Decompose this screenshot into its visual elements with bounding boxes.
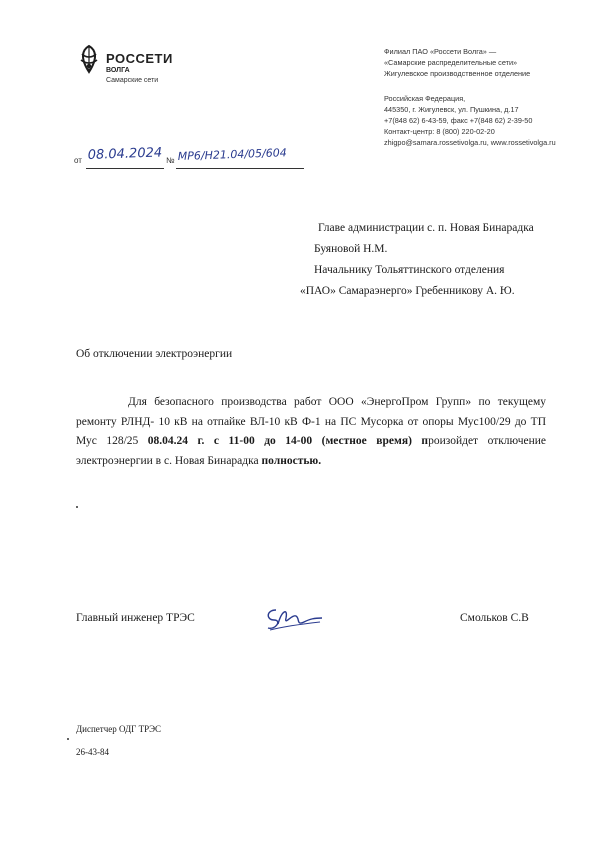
date-handwritten: 08.04.2024 xyxy=(87,145,163,163)
addressee-line3: Начальнику Тольяттинского отделения xyxy=(314,264,505,276)
logo-division: ВОЛГА xyxy=(106,67,130,74)
letter-body xyxy=(76,393,546,471)
addressee-line2: Буяновой Н.М. xyxy=(314,243,388,255)
handwritten-signature xyxy=(262,604,326,636)
signatory-title: Главный инженер ТРЭС xyxy=(76,612,195,624)
dispatcher-phone: 26-43-84 xyxy=(76,747,109,757)
org-phones: +7(848 62) 6-43-59, факс +7(848 62) 2-39-50 xyxy=(384,116,533,125)
registration-line xyxy=(74,145,314,172)
logo-branch: Самарские сети xyxy=(106,77,159,84)
number-label: № xyxy=(166,156,175,165)
letter-subject: Об отключении электроэнергии xyxy=(76,348,233,360)
dispatcher-title: Диспетчер ОДГ ТРЭС xyxy=(76,724,162,734)
addressee-block xyxy=(300,218,560,302)
stray-mark xyxy=(76,506,78,508)
org-line3: Жигулевское производственное отделение xyxy=(384,69,531,78)
logo-brand: РОССЕТИ xyxy=(106,51,173,66)
org-contact-center: Контакт-центр: 8 (800) 220-02-20 xyxy=(384,127,495,136)
body-part1: Для безопасного производства работ ООО «ЭнергоПром Групп» по текущему ремонту РЛНД- 10 кВ на отпайке ВЛ-10 кВ Ф-1 на ПС Мусорка от опоры Мус100/29 до ТП Мус 128/25 xyxy=(76,396,546,447)
organization-details xyxy=(384,46,584,148)
rosseti-logo-icon xyxy=(76,44,102,74)
body-part2: роизойдет отключение электроэнергии в с. Новая Бинарадка xyxy=(76,435,547,467)
org-email-web: zhigpo@samara.rossetivolga.ru, www.rossetivolga.ru xyxy=(384,138,556,147)
addressee-line1: Главе администрации с. п. Новая Бинарадка xyxy=(318,222,534,234)
number-handwritten: МР6/Н21.04/05/604 xyxy=(177,146,287,163)
org-address: 445350, г. Жигулевск, ул. Пушкина, д.17 xyxy=(384,105,519,114)
org-line2: «Самарские распределительные сети» xyxy=(384,58,518,67)
company-logo xyxy=(76,44,216,94)
body-bold-schedule: 08.04.24 г. с 11-00 до 14-00 (местное время) п xyxy=(147,435,429,447)
body-bold-fully: полностью. xyxy=(261,454,322,467)
org-country: Российская Федерация, xyxy=(384,94,466,103)
addressee-line4: «ПАО» Самараэнерго» Гребенникову А. Ю. xyxy=(300,285,515,297)
org-line1: Филиал ПАО «Россети Волга» — xyxy=(384,47,497,56)
stray-mark xyxy=(67,738,69,740)
signatory-name: Смольков С.В xyxy=(460,612,529,624)
date-label: от xyxy=(74,156,82,165)
